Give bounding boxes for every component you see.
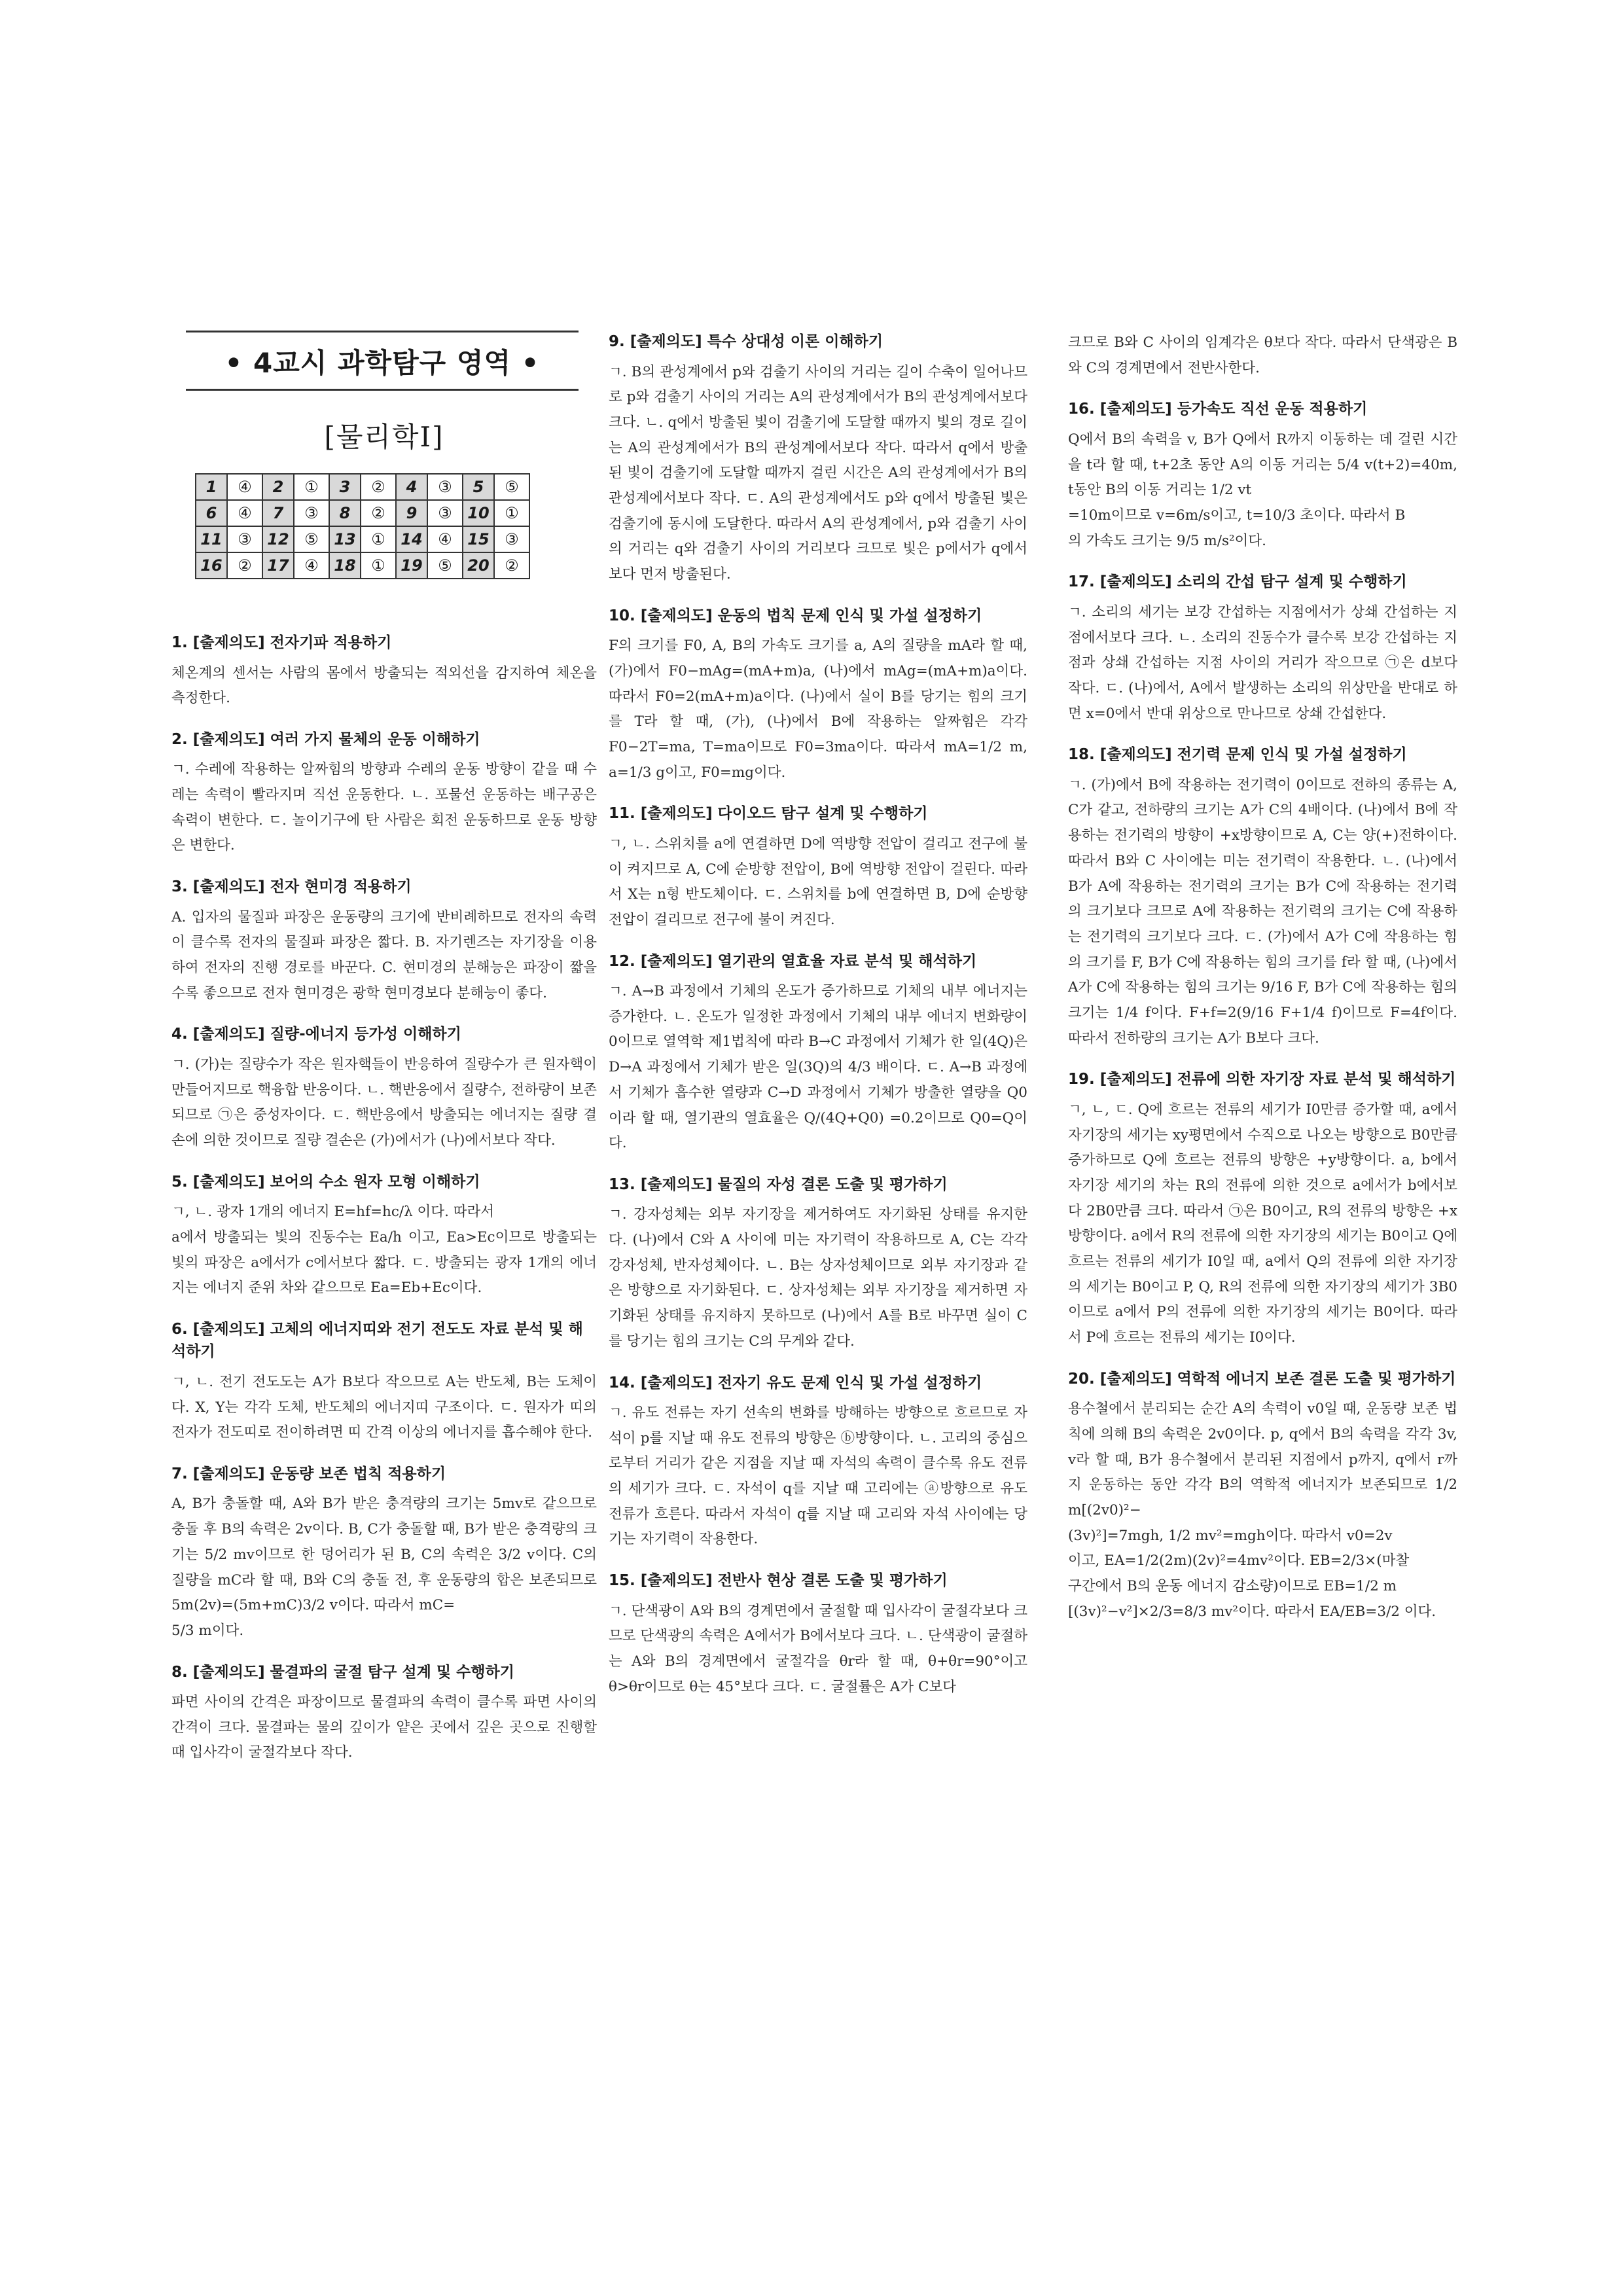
explanation-item — [171, 1318, 597, 1446]
explanation-item — [609, 605, 1027, 786]
explanation-title: 14. [출제의도] 전자기 유도 문제 인식 및 가설 설정하기 — [609, 1374, 982, 1391]
explanation-title: 8. [출제의도] 물결파의 굴절 탐구 설계 및 수행하기 — [171, 1663, 514, 1681]
explanation-body: A, B가 충돌할 때, A와 B가 받은 충격량의 크기는 5mv로 같으므로 충돌 후 B의 속력은 2v이다. B, C가 충돌할 때, B가 받은 충격량의 크기는 5/2 mv이므로 한 덩어리가 된 B, C의 속력은 3/2 v이다. C의 질량을 mC라 할 때, B와 C의 충돌 전, 후 운동량의 합은 보존되므로 5m(2v)=(5m+mC)3/2 v이다. 따라서 mC= 5/3 m이다. — [171, 1496, 597, 1639]
explanation-item — [171, 728, 597, 859]
question-number: 14 — [396, 526, 427, 552]
explanation-title: 17. [출제의도] 소리의 간섭 탐구 설계 및 수행하기 — [1068, 573, 1407, 591]
explanation-title: 18. [출제의도] 전기력 문제 인식 및 가설 설정하기 — [1068, 746, 1407, 764]
explanation-body: Q에서 B의 속력을 v, B가 Q에서 R까지 이동하는 데 걸린 시간을 t라 할 때, t+2초 동안 A의 이동 거리는 5/4 v(t+2)=40m, t동안 B의 이동 거리는 1/2 vt =10m이므로 v=6m/s이고, t=10/3 초이다. 따라서 B 의 가속도 크기는 9/5 m/s²이다. — [1068, 431, 1457, 549]
explanation-item — [171, 1171, 597, 1301]
answer-choice: ① — [361, 552, 396, 579]
explanation-body: F의 크기를 F0, A, B의 가속도 크기를 a, A의 질량을 mA라 할 때, (가)에서 F0−mAg=(mA+m)a, (나)에서 mAg=(mA+m)a이다. 따라서 F0=2(mA+m)a이다. (나)에서 실이 B를 당기는 힘의 크기를 T라 할 때, (가), (나)에서 B에 작용하는 알짜힘은 각각 F0−2T=ma, T=ma이므로 F0=3ma이다. 따라서 mA=1/2 m, a=1/3 g이고, F0=mg이다. — [609, 637, 1027, 781]
explanation-body: ㄱ. 유도 전류는 자기 선속의 변화를 방해하는 방향으로 흐르므로 자석이 p를 지날 때 유도 전류의 방향은 ⓑ방향이다. ㄴ. 고리의 중심으로부터 거리가 같은 지점을 지날 때 자석의 속력이 클수록 유도 전류의 세기가 크다. ㄷ. 자석이 q를 지날 때 고리에는 ⓐ방향으로 유도 전류가 흐른다. 따라서 자석이 q를 지날 때 고리와 자석 사이에는 당기는 자기력이 작용한다. — [609, 1405, 1027, 1548]
explanation-title: 10. [출제의도] 운동의 법칙 문제 인식 및 가설 설정하기 — [609, 607, 982, 624]
explanation-body: ㄱ, ㄴ. 스위치를 a에 연결하면 D에 역방향 전압이 걸리고 전구에 불이 켜지므로 A, C에 순방향 전압이, B에 역방향 전압이 걸린다. 따라서 X는 n형 반도체이다. ㄷ. 스위치를 b에 연결하면 B, D에 순방향 전압이 걸리므로 전구에 불이 켜진다. — [609, 835, 1027, 928]
question-number: 3 — [329, 474, 361, 500]
explanation-body: ㄱ. 소리의 세기는 보강 간섭하는 지점에서가 상쇄 간섭하는 지점에서보다 크다. ㄴ. 소리의 진동수가 클수록 보강 간섭하는 지점과 상쇄 간섭하는 지점 사이의 거리가 작으므로 ㉠은 d보다 작다. ㄷ. (나)에서, A에서 발생하는 소리의 위상만을 반대로 하면 x=0에서 반대 위상으로 만나므로 상쇄 간섭한다. — [1068, 603, 1457, 722]
explanation-item — [1068, 331, 1457, 381]
explanation-title: 12. [출제의도] 열기관의 열효율 자료 분석 및 해석하기 — [609, 952, 977, 970]
explanation-body: 크므로 B와 C 사이의 임계각은 θ보다 작다. 따라서 단색광은 B와 C의 경계면에서 전반사한다. — [1068, 334, 1457, 376]
explanation-title: 1. [출제의도] 전자기파 적용하기 — [171, 634, 392, 651]
question-number: 13 — [329, 526, 361, 552]
explanation-body: ㄱ. 단색광이 A와 B의 경계면에서 굴절할 때 입사각이 굴절각보다 크므로 단색광의 속력은 A에서가 B에서보다 크다. ㄴ. 단색광이 굴절하는 A와 B의 경계면에서 굴절각을 θr라 할 때, θ+θr=90°이고 θ>θr이므로 θ는 45°보다 크다. ㄷ. 굴절률은 A가 C보다 — [609, 1602, 1027, 1695]
answer-row — [196, 474, 529, 500]
answer-choice: ⑤ — [294, 526, 329, 552]
explanation-body: ㄱ. A→B 과정에서 기체의 온도가 증가하므로 기체의 내부 에너지는 증가한다. ㄴ. 온도가 일정한 과정에서 기체의 내부 에너지 변화량이 0이므로 열역학 제1법칙에 따라 B→C 과정에서 기체가 한 일(4Q)은 D→A 과정에서 기체가 받은 일(3Q)의 4/3 배이다. ㄷ. A→B 과정에서 기체가 흡수한 열량과 C→D 과정에서 기체가 방출한 열량을 Q0이라 할 때, 열기관의 열효율은 Q/(4Q+Q0) =0.2이므로 Q0=Q이다. — [609, 983, 1027, 1152]
explanation-title: 4. [출제의도] 질량-에너지 등가성 이해하기 — [171, 1026, 461, 1043]
explanation-body: ㄱ. B의 관성계에서 p와 검출기 사이의 거리는 길이 수축이 일어나므로 p와 검출기 사이의 거리는 A의 관성계에서가 B의 관성계에서보다 크다. ㄴ. q에서 방출된 빛이 검출기에 도달할 때까지 빛의 경로 길이는 A의 관성계에서가 B의 관성계에서보다 작다. 따라서 q에서 방출된 빛이 검출기에 도달할 때까지 걸린 시간은 A의 관성계에서가 B의 관성계에서보다 작다. ㄷ. A의 관성계에서도 p와 q에서 방출된 빛은 검출기에 동시에 도달한다. 따라서 A의 관성계에서, p와 검출기 사이의 거리는 q와 검출기 사이의 거리보다 크므로 빛은 p에서가 q에서보다 먼저 방출된다. — [609, 363, 1027, 583]
answer-choice: ⑤ — [427, 552, 463, 579]
explanation-title: 20. [출제의도] 역학적 에너지 보존 결론 도출 및 평가하기 — [1068, 1370, 1456, 1388]
answer-choice: ① — [361, 526, 396, 552]
answer-row — [196, 500, 529, 526]
answer-choice: ① — [494, 500, 529, 526]
question-number: 6 — [196, 500, 227, 526]
explanation-body: 파면 사이의 간격은 파장이므로 물결파의 속력이 클수록 파면 사이의 간격이 크다. 물결파는 물의 깊이가 얕은 곳에서 깊은 곳으로 진행할 때 입사각이 굴절각보다 작다. — [171, 1694, 597, 1761]
answer-choice: ④ — [227, 474, 262, 500]
explanation-body: ㄱ, ㄴ. 광자 1개의 에너지 E=hf=hc/λ 이다. 따라서 a에서 방출되는 빛의 진동수는 Ea/h 이고, Ea>Ec이므로 방출되는 빛의 파장은 a에서가 c에서보다 짧다. ㄷ. 방출되는 광자 1개의 에너지는 에너지 준위 차와 같으므로 Ea=Eb+Ec이다. — [171, 1204, 597, 1297]
explanation-item — [609, 950, 1027, 1157]
answer-choice: ④ — [294, 552, 329, 579]
answer-choice: ① — [294, 474, 329, 500]
explanation-item — [171, 876, 597, 1006]
question-number: 9 — [396, 500, 427, 526]
explanation-body: ㄱ. (가)는 질량수가 작은 원자핵들이 반응하여 질량수가 큰 원자핵이 만들어지므로 핵융합 반응이다. ㄴ. 핵반응에서 질량수, 전하량이 보존되므로 ㉠은 중성자이다. ㄷ. 핵반응에서 방출되는 에너지는 질량 결손에 의한 것이므로 질량 결손은 (가)에서가 (나)에서보다 작다. — [171, 1056, 597, 1149]
question-number: 5 — [463, 474, 494, 500]
right-column — [1068, 331, 1457, 1641]
explanation-title: 19. [출제의도] 전류에 의한 자기장 자료 분석 및 해석하기 — [1068, 1071, 1456, 1088]
explanation-item — [1068, 1068, 1457, 1350]
explanation-body: 용수철에서 분리되는 순간 A의 속력이 v0일 때, 운동량 보존 법칙에 의해 B의 속력은 2v0이다. p, q에서 B의 속력을 각각 3v, v라 할 때, B가 용수철에서 분리된 지점에서 p까지, q에서 r까지 운동하는 동안 각각 B의 역학적 에너지가 보존되므로 1/2 m[(2v0)²− (3v)²]=7mgh, 1/2 mv²=mgh이다. 따라서 v0=2v 이고, EA=1/2(2m)(2v)²=4mv²이다. EB=2/3×(마찰 구간에서 B의 운동 에너지 감소량)이므로 EB=1/2 m [(3v)²−v²]×2/3=8/3 mv²이다. 따라서 EA/EB=3/2 이다. — [1068, 1401, 1457, 1620]
answer-table — [195, 473, 530, 579]
answer-choice: ② — [361, 500, 396, 526]
explanation-title: 6. [출제의도] 고체의 에너지띠와 전기 전도도 자료 분석 및 해석하기 — [171, 1320, 583, 1361]
section-banner: • 4교시 과학탐구 영역 • — [186, 331, 579, 391]
question-number: 18 — [329, 552, 361, 579]
answer-choice: ④ — [427, 526, 463, 552]
answer-choice: ③ — [427, 500, 463, 526]
left-column — [171, 331, 597, 1783]
subject-title: [물리학Ⅰ] — [324, 421, 444, 453]
question-number: 11 — [196, 526, 227, 552]
question-number: 15 — [463, 526, 494, 552]
explanation-body: A. 입자의 물질파 파장은 운동량의 크기에 반비례하므로 전자의 속력이 클수록 전자의 물질파 파장은 짧다. B. 자기렌즈는 자기장을 이용하여 전자의 진행 경로를 바꾼다. C. 현미경의 분해능은 파장이 짧을수록 좋으므로 전자 현미경은 광학 현미경보다 분해능이 좋다. — [171, 908, 597, 1001]
explanation-title: 11. [출제의도] 다이오드 탐구 설계 및 수행하기 — [609, 805, 928, 823]
explanation-item — [609, 1570, 1027, 1700]
question-number: 1 — [196, 474, 227, 500]
explanation-body: ㄱ, ㄴ. 전기 전도도는 A가 B보다 작으므로 A는 반도체, B는 도체이다. X, Y는 각각 도체, 반도체의 에너지띠 구조이다. ㄷ. 원자가 띠의 전자가 전도띠로 전이하려면 띠 간격 이상의 에너지를 흡수해야 한다. — [171, 1373, 597, 1441]
explanation-item — [1068, 1368, 1457, 1625]
question-number: 17 — [262, 552, 294, 579]
explanation-title: 16. [출제의도] 등가속도 직선 운동 적용하기 — [1068, 401, 1368, 418]
question-number: 20 — [463, 552, 494, 579]
explanation-title: 7. [출제의도] 운동량 보존 법칙 적용하기 — [171, 1465, 446, 1482]
question-number: 12 — [262, 526, 294, 552]
explanation-item — [171, 1463, 597, 1644]
explanation-item — [171, 1023, 597, 1153]
explanation-item — [609, 1174, 1027, 1355]
answer-choice: ③ — [294, 500, 329, 526]
explanation-item — [609, 802, 1027, 933]
answer-choice: ③ — [227, 526, 262, 552]
answer-choice: ② — [494, 552, 529, 579]
explanation-item — [1068, 398, 1457, 554]
explanation-body: 체온계의 센서는 사람의 몸에서 방출되는 적외선을 감지하여 체온을 측정한다. — [171, 664, 597, 707]
explanation-item — [609, 331, 1027, 588]
explanation-body: ㄱ. 수레에 작용하는 알짜힘의 방향과 수레의 운동 방향이 같을 때 수레는 속력이 빨라지며 직선 운동한다. ㄴ. 포물선 운동하는 배구공은 속력이 변한다. ㄷ. 놀이기구에 탄 사람은 회전 운동하므로 운동 방향은 변한다. — [171, 761, 597, 854]
question-number: 16 — [196, 552, 227, 579]
answer-row — [196, 526, 529, 552]
explanation-title: 2. [출제의도] 여러 가지 물체의 운동 이해하기 — [171, 730, 480, 748]
explanation-item — [171, 632, 597, 711]
question-number: 19 — [396, 552, 427, 579]
explanation-title: 9. [출제의도] 특수 상대성 이론 이해하기 — [609, 333, 883, 350]
question-number: 10 — [463, 500, 494, 526]
question-number: 4 — [396, 474, 427, 500]
explanations-col-2 — [609, 331, 1027, 1700]
explanation-item — [1068, 744, 1457, 1051]
middle-column — [609, 331, 1027, 1717]
answer-choice: ③ — [427, 474, 463, 500]
explanation-item — [609, 1372, 1027, 1553]
explanation-title: 13. [출제의도] 물질의 자성 결론 도출 및 평가하기 — [609, 1175, 948, 1193]
question-number: 8 — [329, 500, 361, 526]
question-number: 2 — [262, 474, 294, 500]
explanation-body: ㄱ. (가)에서 B에 작용하는 전기력이 0이므로 전하의 종류는 A, C가 같고, 전하량의 크기는 A가 C의 4배이다. (나)에서 B에 작용하는 전기력의 방향이 +x방향이므로 A, C는 양(+)전하이다. 따라서 B와 C 사이에는 미는 전기력이 작용한다. ㄴ. (나)에서 B가 A에 작용하는 전기력의 크기는 B가 C에 작용하는 전기력의 크기보다 크므로 A에 작용하는 전기력의 크기는 C에 작용하는 전기력의 크기보다 크다. ㄷ. (가)에서 A가 C에 작용하는 힘의 크기를 F, B가 C에 작용하는 힘의 크기를 f라 할 때, (나)에서 A가 C에 작용하는 힘의 크기는 9/16 F, B가 C에 작용하는 힘의 크기는 1/4 f이다. F+f=2(9/16 F+1/4 f)이므로 F=4f이다. 따라서 전하량의 크기는 A가 B보다 크다. — [1068, 776, 1457, 1047]
explanation-title: 3. [출제의도] 전자 현미경 적용하기 — [171, 878, 412, 896]
explanation-item — [1068, 571, 1457, 726]
explanation-title: 15. [출제의도] 전반사 현상 결론 도출 및 평가하기 — [609, 1572, 948, 1590]
answer-choice: ② — [227, 552, 262, 579]
answer-choice: ③ — [494, 526, 529, 552]
explanation-item — [171, 1661, 597, 1767]
answer-choice: ④ — [227, 500, 262, 526]
explanations-col-3 — [1068, 331, 1457, 1624]
explanations-col-1 — [171, 632, 597, 1766]
answer-choice: ② — [361, 474, 396, 500]
explanation-body: ㄱ. 강자성체는 외부 자기장을 제거하여도 자기화된 상태를 유지한다. (나)에서 C와 A 사이에 미는 자기력이 작용하므로 A, C는 각각 강자성체, 반자성체이다. ㄴ. B는 상자성체이므로 외부 자기장과 같은 방향으로 자기화된다. ㄷ. 상자성체는 외부 자기장을 제거하면 자기화된 상태를 유지하지 못하므로 (나)에서 A를 B로 바꾸면 실이 C를 당기는 힘의 크기는 C의 무게와 같다. — [609, 1206, 1027, 1350]
explanation-body: ㄱ, ㄴ, ㄷ. Q에 흐르는 전류의 세기가 I0만큼 증가할 때, a에서 자기장의 세기는 xy평면에서 수직으로 나오는 방향으로 B0만큼 증가하므로 Q에 흐르는 전류의 방향은 +y방향이다. a, b에서 자기장 세기의 차는 R의 전류에 의한 것으로 a에서가 b에서보다 2B0만큼 크다. 따라서 ㉠은 B0이고, R의 전류의 방향은 +x방향이다. a에서 R의 전류에 의한 자기장의 세기는 B0이고 Q에 흐르는 전류의 세기가 I0일 때, a에서 Q의 전류에 의한 자기장의 세기는 B0이고 P, Q, R의 전류에 의한 자기장의 세기가 3B0이므로 a에서 P의 전류에 의한 자기장의 세기는 B0이다. 따라서 P에 흐르는 전류의 세기는 I0이다. — [1068, 1101, 1457, 1346]
answer-row — [196, 552, 529, 579]
answer-choice: ⑤ — [494, 474, 529, 500]
question-number: 7 — [262, 500, 294, 526]
explanation-title: 5. [출제의도] 보어의 수소 원자 모형 이해하기 — [171, 1173, 480, 1191]
